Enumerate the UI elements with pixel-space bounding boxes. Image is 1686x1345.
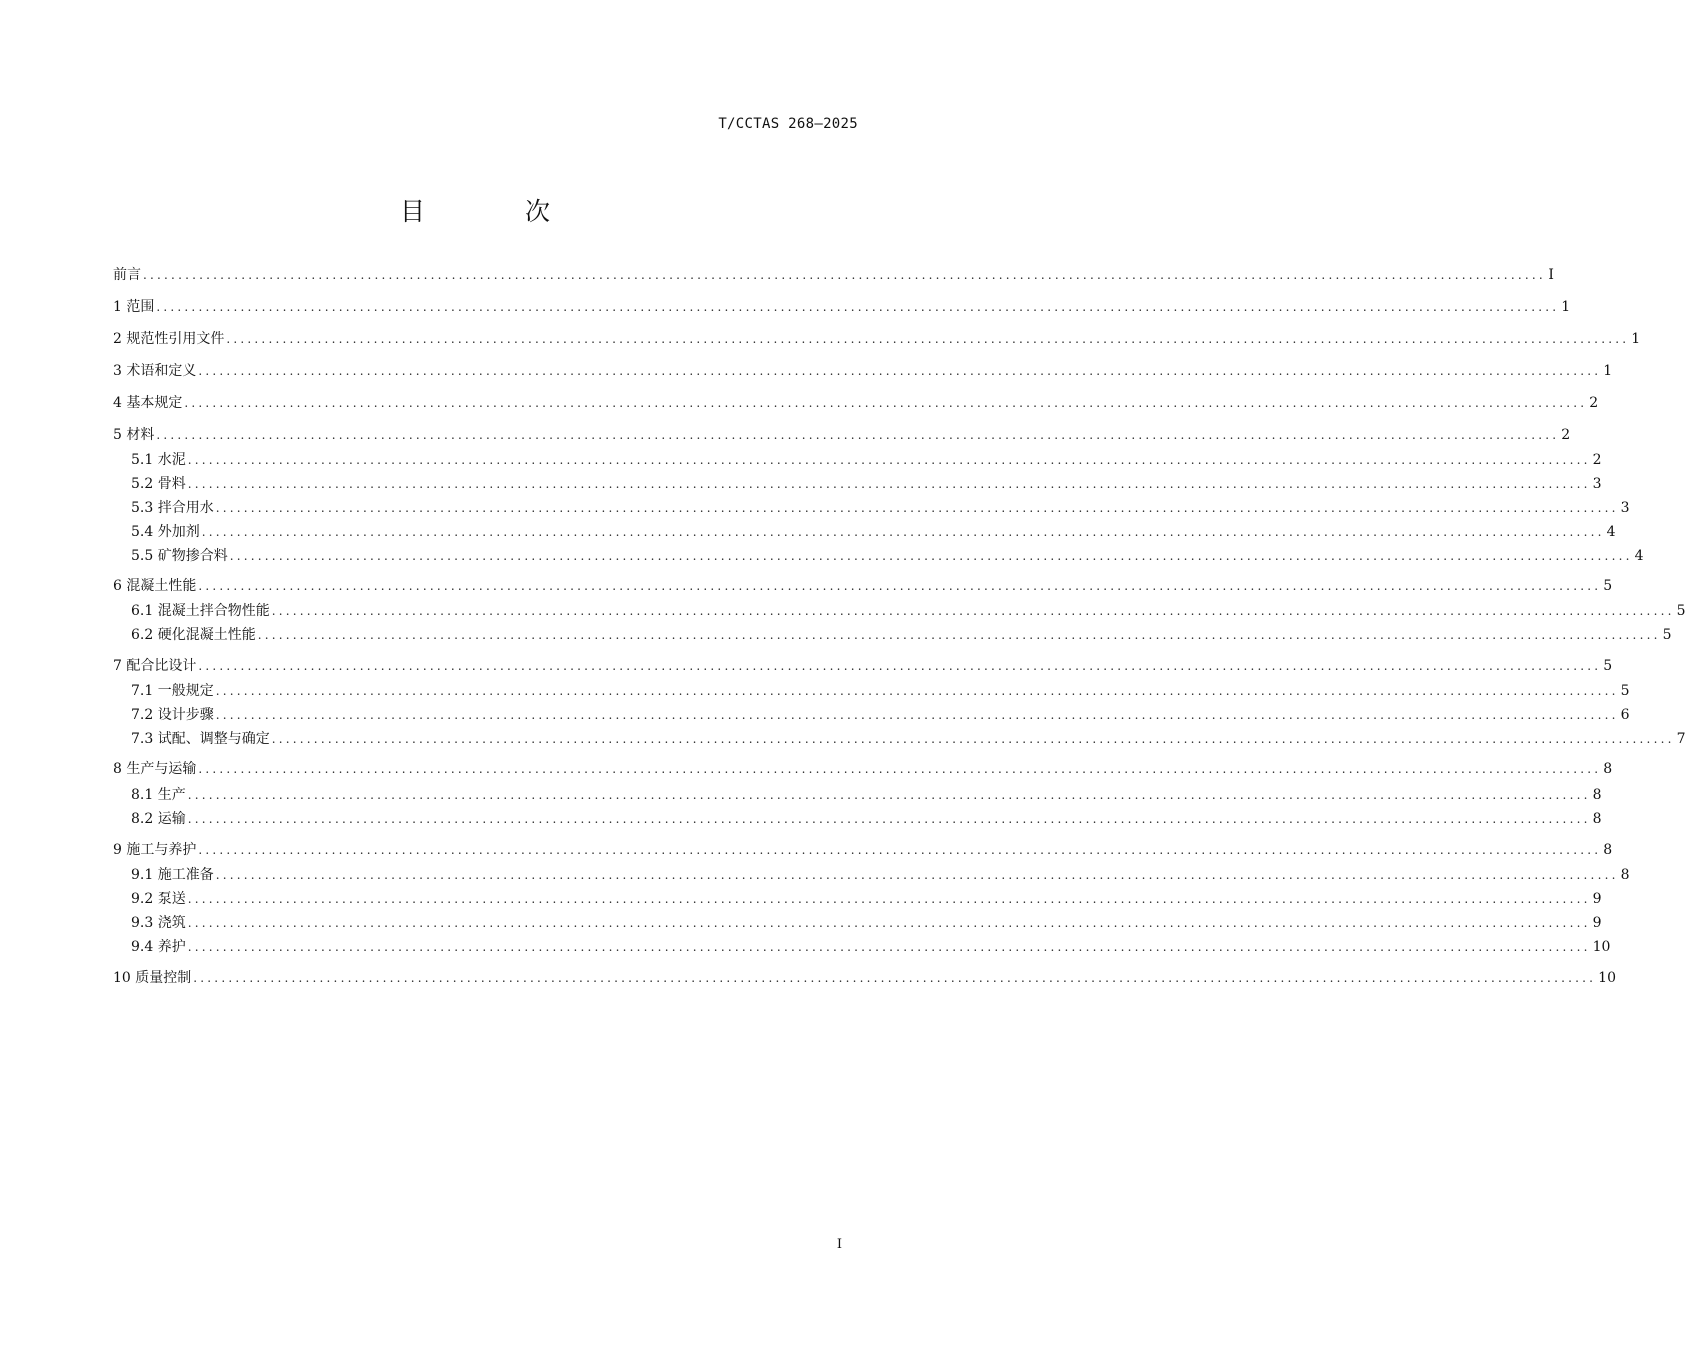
page-title: 目 次 [400,197,596,226]
toc-entry[interactable] [131,890,1602,908]
toc-entry-page: 8 [1603,761,1613,777]
toc-entry-page: 1 [1561,299,1571,315]
toc-entry[interactable] [131,523,1616,541]
toc-entry-label: 6.1 混凝土拌合物性能 [131,603,270,619]
toc-entry[interactable] [113,657,1613,675]
toc-entry-page: 1 [1631,331,1641,347]
toc-entry-page: 5 [1620,683,1630,699]
toc-entry[interactable] [131,706,1630,724]
toc-entry-label: 5.3 拌合用水 [131,500,214,516]
toc-entry-label: 7.1 一般规定 [131,683,214,699]
toc-entry-label: 5 材料 [113,427,155,443]
toc-entry[interactable] [131,914,1602,932]
dot-leader: ........................................................................................................................................................................................................ [187,812,1591,826]
toc-entry[interactable] [113,362,1613,380]
toc-entry-label: 9.2 泵送 [131,891,186,907]
toc-entry-page: 5 [1676,603,1686,619]
toc-entry-label: 前言 [113,267,141,283]
toc-entry-label: 5.4 外加剂 [131,524,200,540]
toc-entry-page: 3 [1592,476,1602,492]
toc-entry-page: 5 [1603,578,1613,594]
dot-leader: ........................................................................................................................................................................................................ [215,708,1619,722]
toc-entry[interactable] [113,298,1571,316]
toc-entry[interactable] [131,602,1686,620]
toc-entry-label: 1 范围 [113,299,155,315]
toc-entry-label: 7.2 设计步骤 [131,707,214,723]
toc-entry-page: 8 [1603,842,1613,858]
toc-entry[interactable] [131,626,1672,644]
toc-entry[interactable] [113,760,1613,778]
toc-entry[interactable] [131,451,1602,469]
dot-leader: ........................................................................................................................................................................................................ [184,396,1588,410]
dot-leader: ........................................................................................................................................................................................................ [187,788,1591,802]
dot-leader: ........................................................................................................................................................................................................ [193,971,1597,985]
toc-entry[interactable] [131,682,1630,700]
dot-leader: ........................................................................................................................................................................................................ [271,604,1675,618]
toc-entry[interactable] [113,266,1554,284]
toc-entry-label: 3 术语和定义 [113,363,197,379]
dot-leader: ........................................................................................................................................................................................................ [198,762,1602,776]
toc-entry-page: 10 [1598,970,1616,986]
toc-entry-page: 8 [1620,867,1630,883]
toc-entry-label: 9.4 养护 [131,939,186,955]
dot-leader: ........................................................................................................................................................................................................ [187,477,1591,491]
toc-entry-label: 7 配合比设计 [113,658,197,674]
toc-entry-page: 9 [1592,915,1602,931]
dot-leader: ........................................................................................................................................................................................................ [187,940,1591,954]
dot-leader: ........................................................................................................................................................................................................ [187,453,1591,467]
toc-entry-page: 1 [1603,363,1613,379]
toc-entry-page: 3 [1620,500,1630,516]
toc-entry[interactable] [131,938,1611,956]
toc-entry[interactable] [131,866,1630,884]
dot-leader: ........................................................................................................................................................................................................ [187,892,1591,906]
page-number: I [836,1237,842,1252]
toc-entry-page: 2 [1561,427,1571,443]
toc-entry-page: 4 [1606,524,1616,540]
dot-leader: ........................................................................................................................................................................................................ [201,525,1605,539]
dot-leader: ........................................................................................................................................................................................................ [215,684,1619,698]
toc-entry-page: 10 [1592,939,1611,955]
toc-entry[interactable] [113,577,1613,595]
toc-entry-label: 7.3 试配、调整与确定 [131,731,270,747]
dot-leader: ........................................................................................................................................................................................................ [143,268,1546,282]
toc-entry-label: 9.1 施工准备 [131,867,214,883]
document-code: T/CCTAS 268—2025 [718,116,858,132]
dot-leader: ........................................................................................................................................................................................................ [156,428,1560,442]
dot-leader: ........................................................................................................................................................................................................ [198,579,1602,593]
dot-leader: ........................................................................................................................................................................................................ [257,628,1661,642]
toc-entry-label: 5.5 矿物掺合料 [131,548,228,564]
toc-entry[interactable] [131,499,1630,517]
dot-leader: ........................................................................................................................................................................................................ [271,732,1675,746]
toc-entry-page: 7 [1676,731,1686,747]
toc-entry[interactable] [131,786,1602,804]
toc-entry-label: 5.1 水泥 [131,452,186,468]
toc-entry[interactable] [131,475,1602,493]
dot-leader: ........................................................................................................................................................................................................ [215,868,1619,882]
toc-entry-page: 4 [1634,548,1644,564]
toc-entry-label: 9 施工与养护 [113,842,197,858]
toc-entry-label: 9.3 浇筑 [131,915,186,931]
toc-entry[interactable] [131,730,1686,748]
toc-entry-label: 10 质量控制 [113,970,192,986]
toc-entry[interactable] [113,394,1599,412]
toc-entry[interactable] [113,330,1641,348]
toc-entry-label: 6 混凝土性能 [113,578,197,594]
dot-leader: ........................................................................................................................................................................................................ [215,501,1619,515]
toc-entry-page: 2 [1589,395,1599,411]
toc-entry-label: 6.2 硬化混凝土性能 [131,627,256,643]
toc-entry[interactable] [131,810,1602,828]
dot-leader: ........................................................................................................................................................................................................ [198,843,1602,857]
toc-entry[interactable] [113,426,1571,444]
toc-entry[interactable] [113,841,1613,859]
toc-entry-label: 4 基本规定 [113,395,183,411]
toc-entry-page: 5 [1662,627,1672,643]
toc-entry-page: 9 [1592,891,1602,907]
toc-entry[interactable] [113,969,1616,987]
toc-entry-page: 8 [1592,811,1602,827]
toc-entry-label: 8.2 运输 [131,811,186,827]
toc-entry-page: I [1548,267,1554,283]
dot-leader: ........................................................................................................................................................................................................ [198,659,1602,673]
toc-entry-page: 6 [1620,707,1630,723]
toc-entry[interactable] [131,547,1644,565]
toc-entry-label: 2 规范性引用文件 [113,331,225,347]
dot-leader: ........................................................................................................................................................................................................ [198,364,1602,378]
toc-entry-label: 8.1 生产 [131,787,186,803]
toc-entry-page: 8 [1592,787,1602,803]
toc-entry-label: 8 生产与运输 [113,761,197,777]
dot-leader: ........................................................................................................................................................................................................ [187,916,1591,930]
toc-entry-page: 5 [1603,658,1613,674]
dot-leader: ........................................................................................................................................................................................................ [229,549,1633,563]
toc-entry-label: 5.2 骨料 [131,476,186,492]
dot-leader: ........................................................................................................................................................................................................ [226,332,1630,346]
toc-entry-page: 2 [1592,452,1602,468]
dot-leader: ........................................................................................................................................................................................................ [156,300,1560,314]
